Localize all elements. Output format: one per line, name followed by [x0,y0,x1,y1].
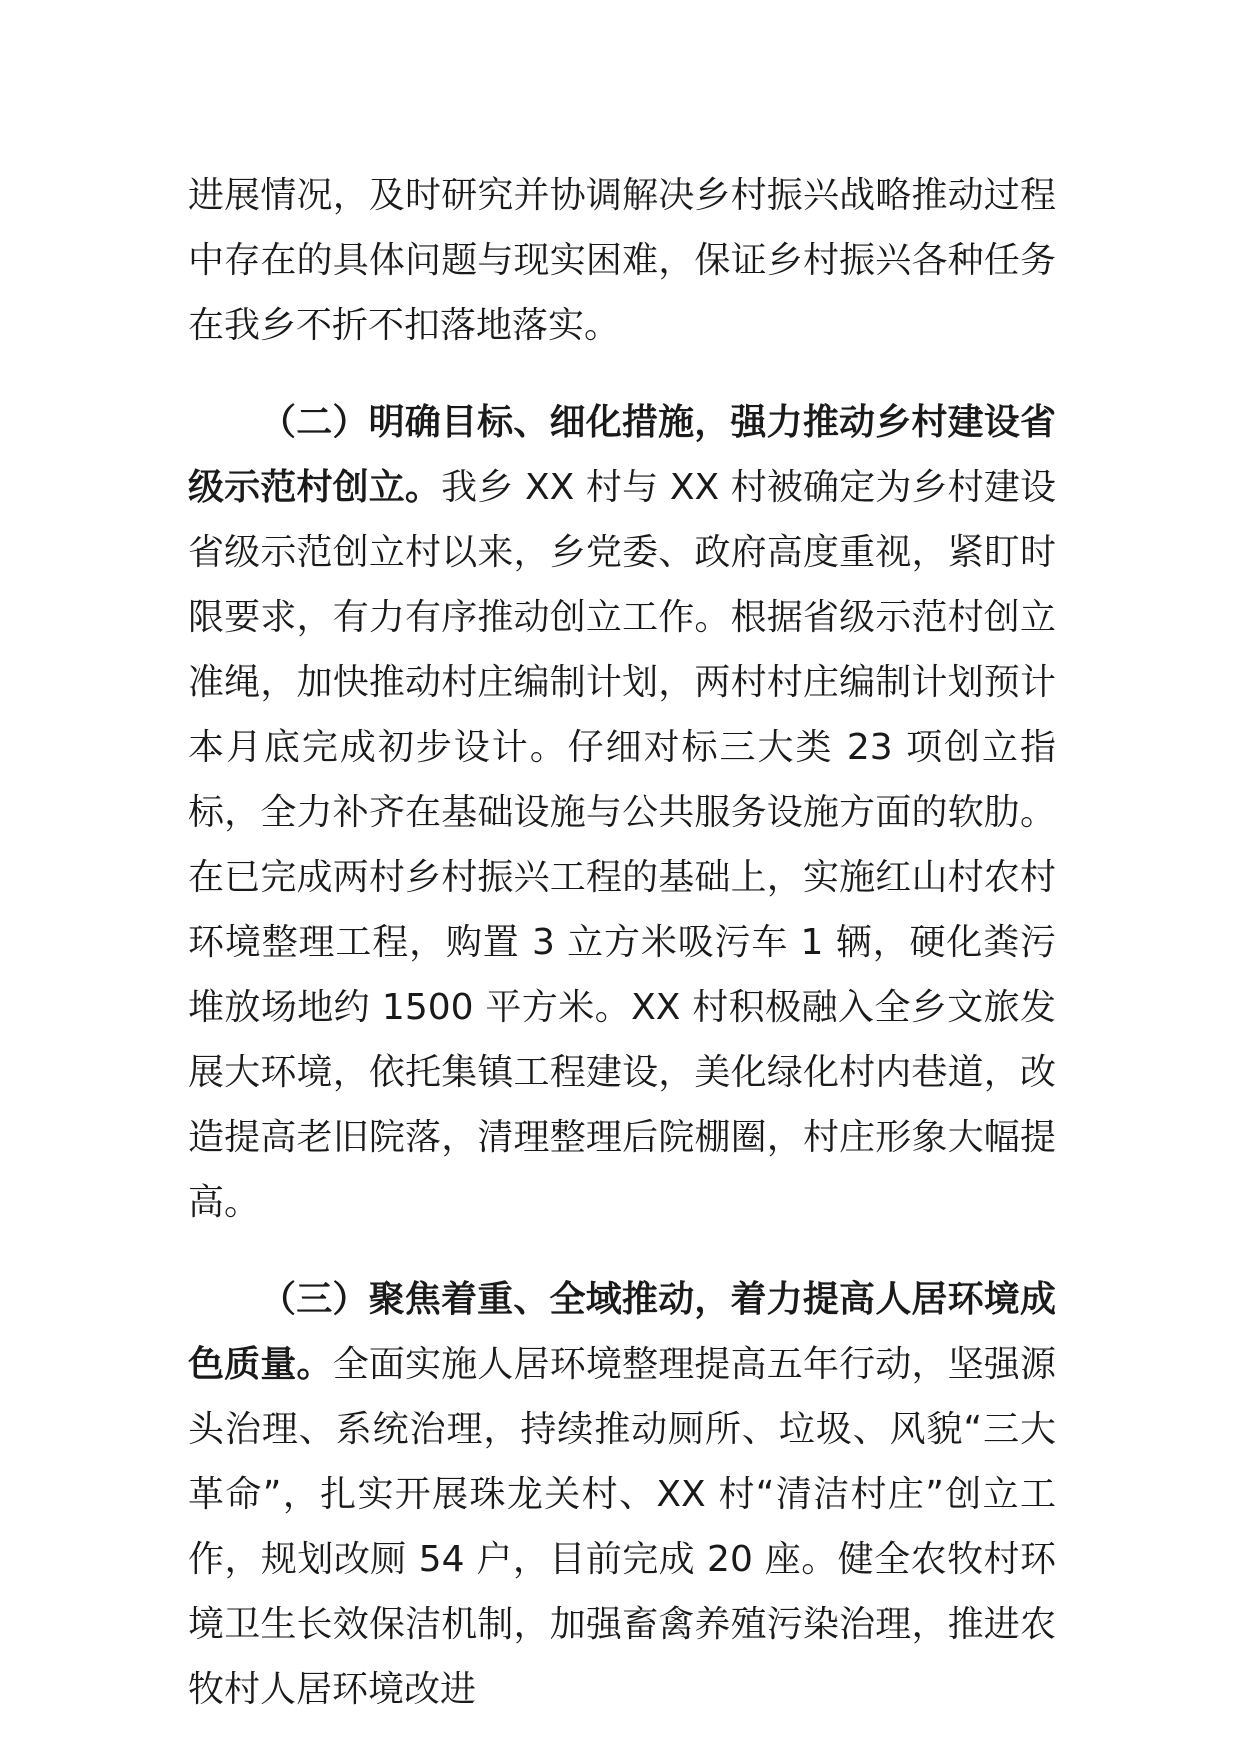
paragraph-section-three [188,1267,1056,1722]
paragraph-continuation [188,163,1056,358]
section-heading: （二）明确目标、细化措施，强力推动乡村建设省级示范村创立。 [188,402,1056,508]
document-page [188,163,1056,1722]
paragraph-body: 我乡 XX 村与 XX 村被确定为乡村建设省级示范创立村以来，乡党委、政府高度重视，紧盯时限要求，有力有序推动创立工作。根据省级示范村创立准绳，加快推动村庄编制计划，两村村庄编制计划预计本月底完成初步设计。仔细对标三大类 23 项创立指标，全力补齐在基础设施与公共服务设施方面的软肋。在已完成两村乡村振兴工程的基础上，实施红山村农村环境整理工程，购置 3 立方米吸污车 1 辆，硬化粪污堆放场地约 1500 平方米。XX 村积极融入全乡文旅发展大环境，依托集镇工程建设，美化绿化村内巷道，改造提高老旧院落，清理整理后院棚圈，村庄形象大幅提高。 [188,467,1056,1223]
paragraph-body: 进展情况，及时研究并协调解决乡村振兴战略推动过程中存在的具体问题与现实困难，保证乡村振兴各种任务在我乡不折不扣落地落实。 [188,175,1056,346]
paragraph-body: 全面实施人居环境整理提高五年行动，坚强源头治理、系统治理，持续推动厕所、垃圾、风貌“三大革命”，扎实开展珠龙关村、XX 村“清洁村庄”创立工作，规划改厕 54 户，目前完成 20 座。健全农牧村环境卫生长效保洁机制，加强畜禽养殖污染治理，推进农牧村人居环境改进 [188,1344,1056,1710]
paragraph-section-two [188,390,1056,1235]
section-heading: （三）聚焦着重、全域推动，着力提高人居环境成色质量。 [188,1279,1056,1385]
